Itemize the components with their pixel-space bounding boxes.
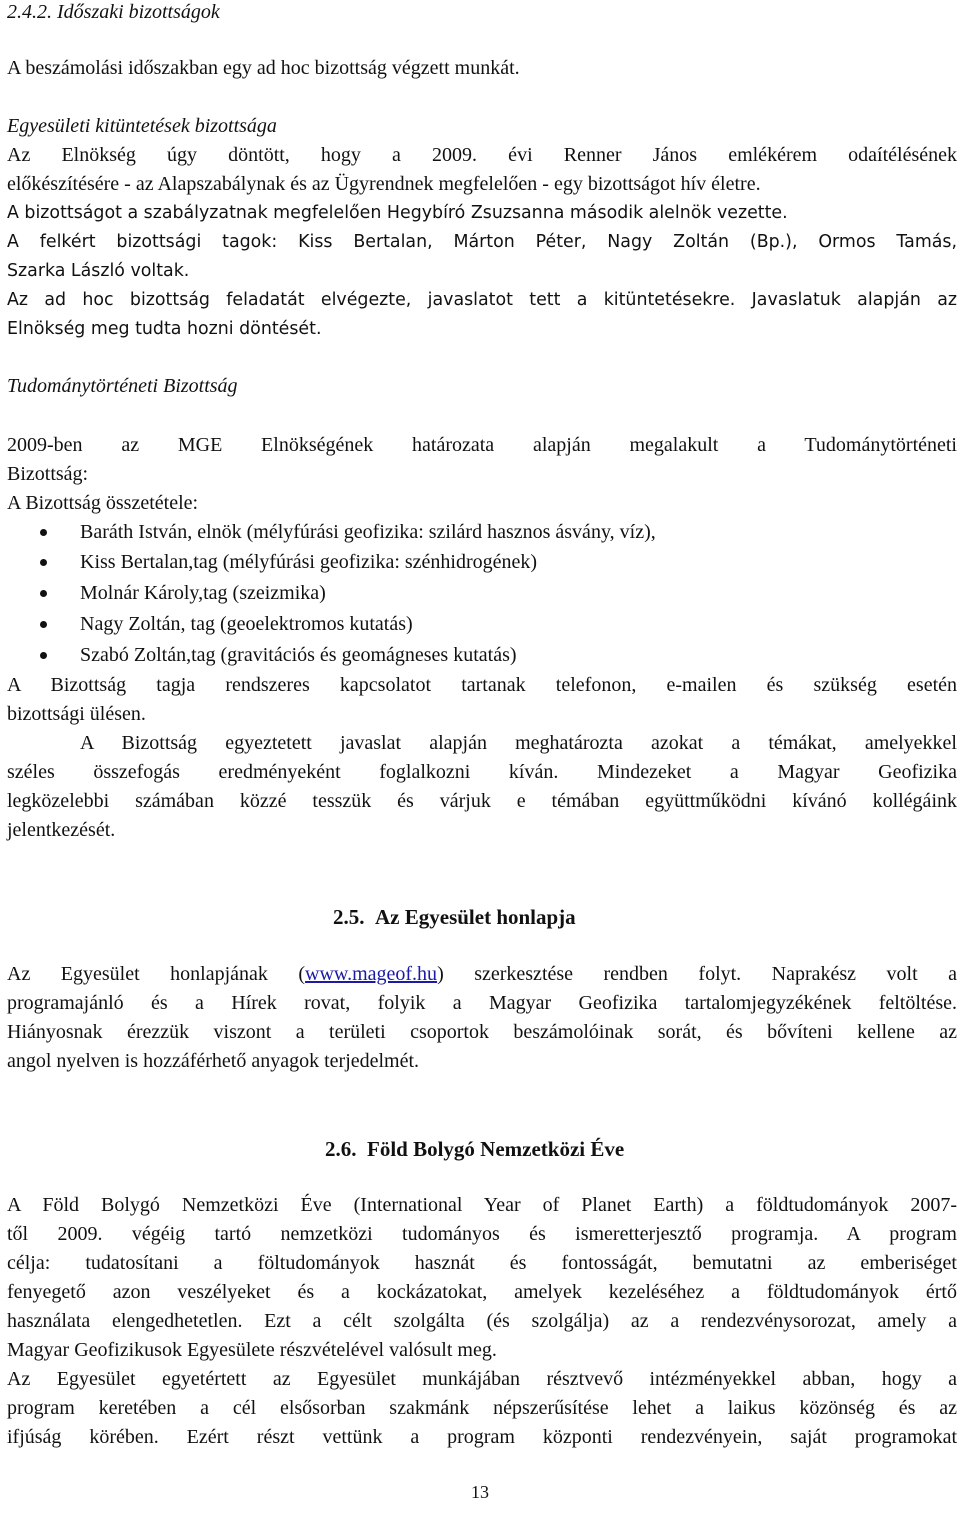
paragraph-line: Az Elnökség úgy döntött, hogy a 2009. évi Renner János emlékérem odaítélésének	[7, 144, 957, 166]
member-text: Nagy Zoltán, tag (geoelektromos kutatás)	[80, 613, 413, 635]
text-fragment: Az Egyesület honlapjának (	[7, 963, 306, 985]
member-text: Szabó Zoltán,tag (gravitációs és geomágneses kutatás)	[80, 644, 517, 666]
paragraph-line: A Bizottság egyeztetett javaslat alapján meghatározta azokat a témákat, amelyekkel	[80, 732, 957, 754]
paragraph-line: program keretében a cél elsősorban szakmánk népszerűsítése lehet a laikus közönség és az	[7, 1397, 957, 1419]
bullet-icon	[40, 652, 47, 659]
section-number: 2.5.	[333, 905, 365, 929]
paragraph-line: től 2009. végéig tartó nemzetközi tudományos és ismeretterjesztő programja. A program	[7, 1223, 957, 1245]
paragraph-line: használata elengedhetetlen. Ezt a célt szolgálta (és szolgálja) az a rendezvénysorozat, amely a	[7, 1310, 957, 1332]
paragraph-line: Elnökség meg tudta hozni döntését.	[7, 319, 322, 339]
paragraph-line: Hiányosnak érezzük viszont a területi csoportok beszámolóinak sorát, és bővíteni kellene az	[7, 1021, 957, 1043]
member-text: Baráth István, elnök (mélyfúrási geofizika: szilárd hasznos ásvány, víz),	[80, 521, 656, 543]
paragraph-line: Az ad hoc bizottság feladatát elvégezte, javaslatot tett a kitüntetésekre. Javaslatuk alapján az	[7, 290, 957, 310]
paragraph-line: ifjúság körében. Ezért részt vettünk a program központi rendezvényein, saját programokat	[7, 1426, 957, 1448]
paragraph-line: 2009-ben az MGE Elnökségének határozata alapján megalakult a Tudománytörténeti	[7, 434, 957, 456]
paragraph-line	[7, 962, 957, 986]
paragraph-line: angol nyelven is hozzáférhető anyagok terjedelmét.	[7, 1050, 420, 1072]
paragraph-line: jelentkezését.	[7, 819, 116, 841]
subheading-awards-committee: Egyesületi kitüntetések bizottsága	[7, 115, 277, 137]
paragraph-line: előkészítésére - az Alapszabálynak és az Ügyrendnek megfelelően - egy bizottságot hív életre.	[7, 173, 761, 195]
section-heading-2-5	[333, 904, 576, 930]
subheading-history-committee: Tudománytörténeti Bizottság	[7, 375, 238, 397]
section-heading-2-4-2: 2.4.2. Időszaki bizottságok	[7, 1, 220, 23]
section-title: Föld Bolygó Nemzetközi Éve	[367, 1137, 625, 1161]
composition-label: A Bizottság összetétele:	[7, 492, 199, 514]
paragraph-line: A bizottságot a szabályzatnak megfelelően Hegybíró Zsuzsanna második alelnök vezette.	[7, 203, 788, 223]
paragraph-line: Az Egyesület egyetértett az Egyesület munkájában résztvevő intézményekkel abban, hogy a	[7, 1368, 957, 1390]
member-text: Molnár Károly,tag (szeizmika)	[80, 582, 326, 604]
section-number: 2.6.	[325, 1137, 357, 1161]
member-text: Kiss Bertalan,tag (mélyfúrási geofizika: szénhidrogének)	[80, 551, 538, 573]
paragraph-line: programajánló és a Hírek rovat, folyik a Magyar Geofizika tartalomjegyzékének feltöltése.	[7, 992, 957, 1014]
text-fragment: ) szerkesztése rendben folyt. Naprakész volt a	[437, 963, 958, 985]
section-title: Az Egyesület honlapja	[375, 905, 576, 929]
bullet-icon	[40, 559, 47, 566]
page-number: 13	[471, 1482, 489, 1502]
paragraph-line: A felkért bizottsági tagok: Kiss Bertalan, Márton Péter, Nagy Zoltán (Bp.), Ormos Tamás,	[7, 232, 957, 252]
paragraph-line: A Bizottság tagja rendszeres kapcsolatot tartanak telefonon, e-mailen és szükség esetén	[7, 674, 957, 696]
paragraph-line: A Föld Bolygó Nemzetközi Éve (International Year of Planet Earth) a földtudományok 2007-	[7, 1194, 957, 1216]
paragraph-line: célja: tudatosítani a föltudományok hasznát és fontosságát, bemutatni az emberiséget	[7, 1252, 957, 1274]
section-heading-2-6	[325, 1136, 624, 1162]
paragraph-line: fenyegető azon veszélyeket és a kockázatokat, amelyek kezeléséhez a földtudományok értő	[7, 1281, 957, 1303]
paragraph-line: legközelebbi számában közzé tesszük és várjuk e témában együttműködni kívánó kollégáink	[7, 790, 957, 812]
bullet-icon	[40, 621, 47, 628]
intro-text: A beszámolási időszakban egy ad hoc bizottság végzett munkát.	[7, 57, 520, 79]
paragraph-line: Magyar Geofizikusok Egyesülete részvételével valósult meg.	[7, 1339, 497, 1361]
bullet-icon	[40, 590, 47, 597]
paragraph-line: bizottsági ülésen.	[7, 703, 146, 725]
paragraph-line: Bizottság:	[7, 463, 89, 485]
website-link[interactable]: www.mageof.hu	[305, 963, 438, 985]
paragraph-line: Szarka László voltak.	[7, 261, 190, 281]
paragraph-line: széles összefogás eredményeként foglalkozni kíván. Mindezeket a Magyar Geofizika	[7, 761, 957, 783]
bullet-icon	[40, 529, 47, 536]
